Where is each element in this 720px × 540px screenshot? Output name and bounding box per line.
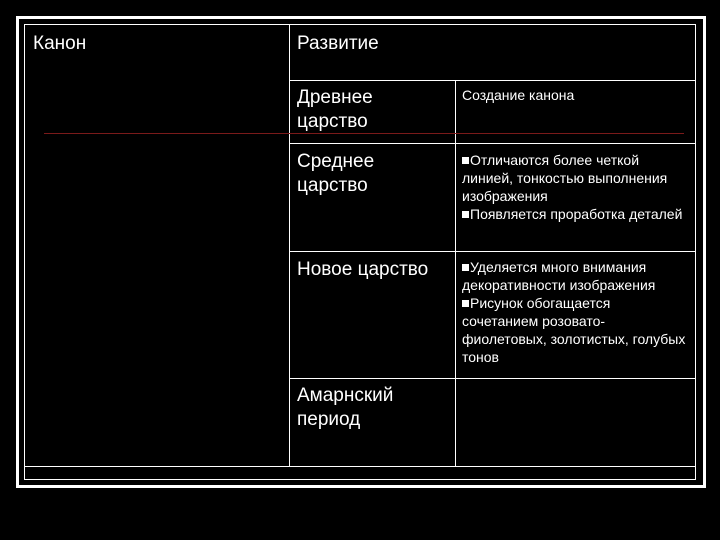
- period-amarna: Амарнский период: [297, 385, 394, 430]
- bullet-text: Рисунок обогащается сочетанием розовато-фиолетовых, золотистых, голубых тонов: [462, 295, 686, 365]
- row-divider-2: [290, 251, 695, 252]
- square-bullet-icon: [462, 157, 469, 164]
- row-divider-1: [290, 143, 695, 144]
- period-middle-kingdom: Среднее царство: [297, 151, 375, 196]
- period-new-kingdom: Новое царство: [297, 259, 429, 280]
- bullet-text: Появляется проработка деталей: [470, 206, 683, 222]
- desc-old-kingdom: [462, 86, 688, 104]
- column-divider-2: [455, 80, 456, 466]
- desc-new-kingdom: [462, 258, 688, 366]
- bullet-text: Уделяется много внимания декоративности изображения: [462, 259, 656, 293]
- period-old-kingdom: Древнее царство: [297, 87, 373, 132]
- desc-bullet-item: [462, 258, 688, 294]
- desc-bullet-item: [462, 294, 688, 366]
- desc-bullet-item: [462, 205, 688, 223]
- header-row-divider: [290, 80, 695, 81]
- row-divider-3: [290, 378, 695, 379]
- desc-middle-kingdom: [462, 151, 688, 223]
- header-canon: Канон: [33, 33, 87, 54]
- table-bottom-line: [25, 466, 695, 467]
- desc-bullet-item: [462, 151, 688, 205]
- square-bullet-icon: [462, 264, 469, 271]
- header-development: Развитие: [297, 33, 379, 54]
- bullet-text: Отличаются более четкой линией, тонкостью выполнения изображения: [462, 152, 668, 204]
- square-bullet-icon: [462, 211, 469, 218]
- column-divider-1: [289, 25, 290, 466]
- desc-item: Создание канона: [462, 87, 575, 103]
- square-bullet-icon: [462, 300, 469, 307]
